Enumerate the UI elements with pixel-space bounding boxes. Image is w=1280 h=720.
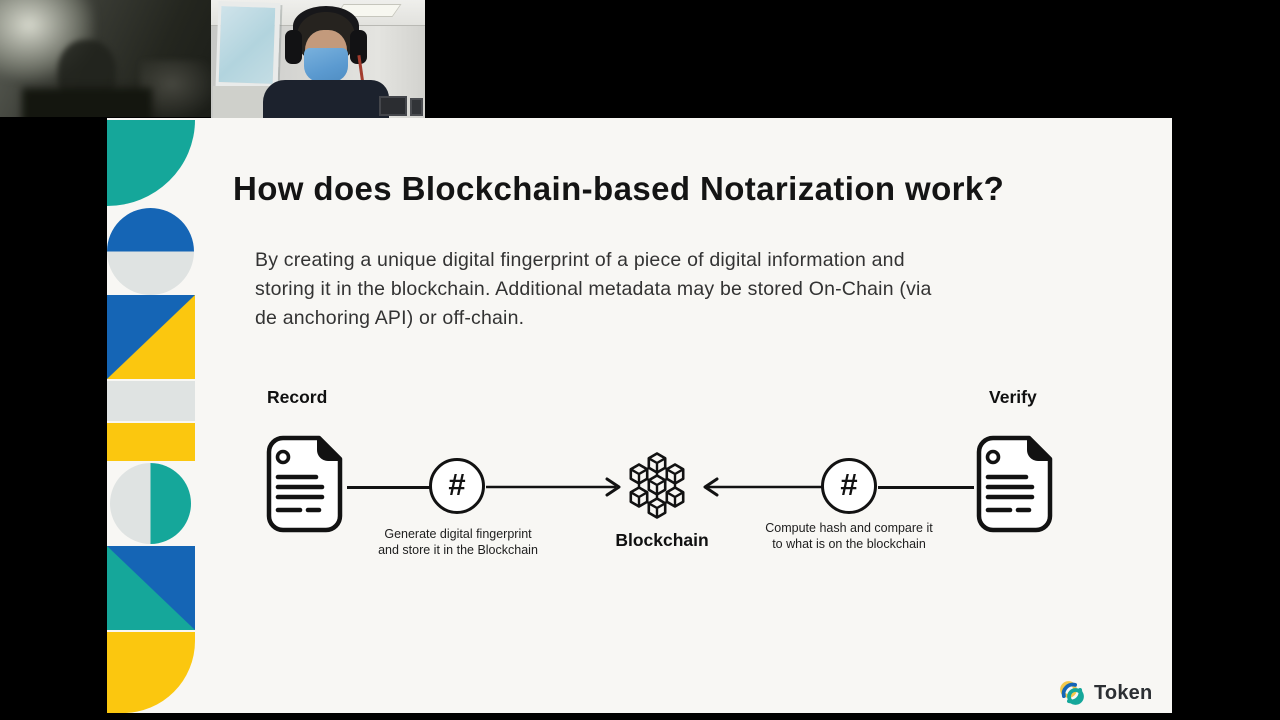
- hash-icon: [429, 458, 485, 514]
- face-mask: [304, 48, 348, 82]
- document-icon: [262, 434, 346, 534]
- deco-square-teal-blue: [107, 546, 195, 630]
- deco-rect-yellow: [107, 423, 195, 461]
- verify-caption: [739, 520, 959, 552]
- connector-line: [347, 486, 433, 489]
- record-label: Record: [267, 387, 328, 407]
- deco-rounded-rect-yellow: [107, 632, 195, 713]
- background-monitor: [379, 96, 407, 116]
- record-caption: [348, 526, 568, 558]
- shared-slide: [107, 118, 1172, 713]
- document-icon: [972, 434, 1056, 534]
- slide-title: How does Blockchain-based Notarization work?: [233, 170, 1005, 207]
- deco-quarter-circle-teal: [107, 120, 195, 206]
- arrow-left-icon: [702, 474, 827, 500]
- video-tile-participant-1[interactable]: [0, 0, 211, 117]
- body-line: storing it in the blockchain. Additional metadata may be stored On-Chain (via: [255, 278, 932, 300]
- hash-symbol: #: [840, 467, 858, 502]
- token-logo: [1057, 678, 1152, 708]
- verify-label: Verify: [989, 387, 1037, 407]
- body-line: By creating a unique digital fingerprint of a piece of digital information and: [255, 249, 905, 271]
- headphone-left-cup: [285, 30, 302, 64]
- participant-1-torso: [22, 88, 152, 117]
- deco-circle-blue-gray: [107, 208, 194, 295]
- connector-line: [878, 486, 974, 489]
- arrow-right-icon: [486, 474, 622, 500]
- body-line: de anchoring API) or off-chain.: [255, 307, 525, 329]
- caption-line: to what is on the blockchain: [772, 537, 926, 551]
- deco-rect-gray: [107, 381, 195, 421]
- hash-icon: [821, 458, 877, 514]
- caption-line: Compute hash and compare it: [765, 521, 933, 535]
- video-tile-participant-2[interactable]: [211, 0, 425, 118]
- blockchain-label: Blockchain: [615, 530, 709, 550]
- token-logo-text: Token: [1094, 681, 1153, 704]
- deco-circle-gray-teal: [110, 463, 191, 544]
- office-window: [216, 1, 281, 89]
- hash-symbol: #: [448, 467, 466, 502]
- blockchain-cubes-icon: [625, 452, 689, 522]
- caption-line: and store it in the Blockchain: [378, 543, 538, 557]
- deco-square-blue-yellow: [107, 295, 195, 379]
- participant-2-torso: [263, 80, 389, 118]
- background-monitor: [410, 98, 423, 116]
- token-logo-icon: [1057, 678, 1087, 708]
- slide-body-text: [255, 246, 932, 333]
- caption-line: Generate digital fingerprint: [384, 527, 532, 541]
